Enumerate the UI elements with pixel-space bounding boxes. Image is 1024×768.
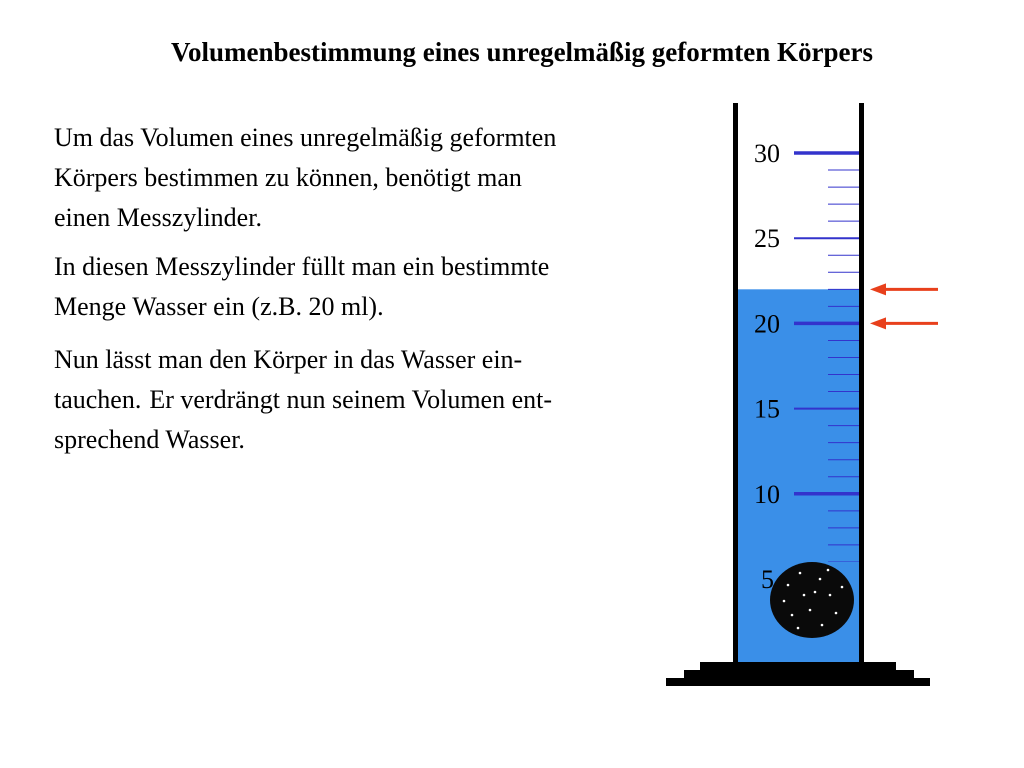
- body-speckle: [783, 600, 786, 603]
- level-arrows: [870, 283, 938, 329]
- text-line: einen Messzylinder.: [54, 203, 262, 232]
- text-line: Um das Volumen eines unregelmäßig geformten: [54, 123, 557, 152]
- text-line: sprechend Wasser.: [54, 425, 245, 454]
- measuring-cylinder-diagram: [660, 95, 950, 695]
- body-speckle: [803, 594, 806, 597]
- body-speckle: [799, 572, 802, 575]
- cylinder-base-middle: [684, 670, 914, 678]
- body-speckle: [827, 569, 830, 572]
- level-arrow: [870, 283, 938, 295]
- level-arrow: [870, 317, 938, 329]
- scale-label: 10: [754, 479, 780, 509]
- body-speckle: [819, 578, 822, 581]
- body-speckle: [835, 612, 838, 615]
- body-speckle: [791, 614, 794, 617]
- body-speckle: [797, 627, 800, 630]
- text-line: In diesen Messzylinder füllt man ein bestimmte: [54, 252, 550, 281]
- text-line: tauchen.: [54, 385, 142, 414]
- intro-paragraph: [54, 118, 734, 238]
- cylinder-right-wall: [859, 103, 864, 663]
- body-speckle: [821, 624, 824, 627]
- page-title: Volumenbestimmung eines unregelmäßig geformten Körpers: [171, 37, 873, 67]
- text-line: Er verdrängt nun seinem Volumen ent-: [149, 385, 553, 414]
- body-speckle: [814, 591, 817, 594]
- irregular-body-shape: [770, 562, 854, 638]
- cylinder-left-wall: [733, 103, 738, 663]
- text-line: Nun lässt man den Körper in das Wasser ein-: [54, 345, 523, 374]
- scale-label: 5: [761, 565, 774, 594]
- irregular-body: [768, 562, 860, 638]
- immersion-paragraph: [54, 340, 734, 460]
- measuring-cylinder-svg: [660, 95, 950, 695]
- scale-label: 30: [754, 139, 780, 168]
- text-line-composite: [54, 380, 734, 420]
- body-speckle: [787, 584, 790, 587]
- fill-water-paragraph: [54, 247, 734, 327]
- body-speckle: [841, 586, 844, 589]
- body-speckle: [829, 594, 832, 597]
- scale-label: 25: [754, 224, 780, 254]
- body-speckle: [809, 609, 812, 612]
- cylinder-base-bottom: [666, 678, 930, 686]
- text-line: Körpers bestimmen zu können, benötigt man: [54, 163, 522, 192]
- scale-label: 20: [754, 309, 780, 339]
- cylinder-base-top: [700, 662, 896, 670]
- scale-label: 15: [754, 394, 780, 424]
- text-line: Menge Wasser ein (z.B. 20 ml).: [54, 292, 384, 321]
